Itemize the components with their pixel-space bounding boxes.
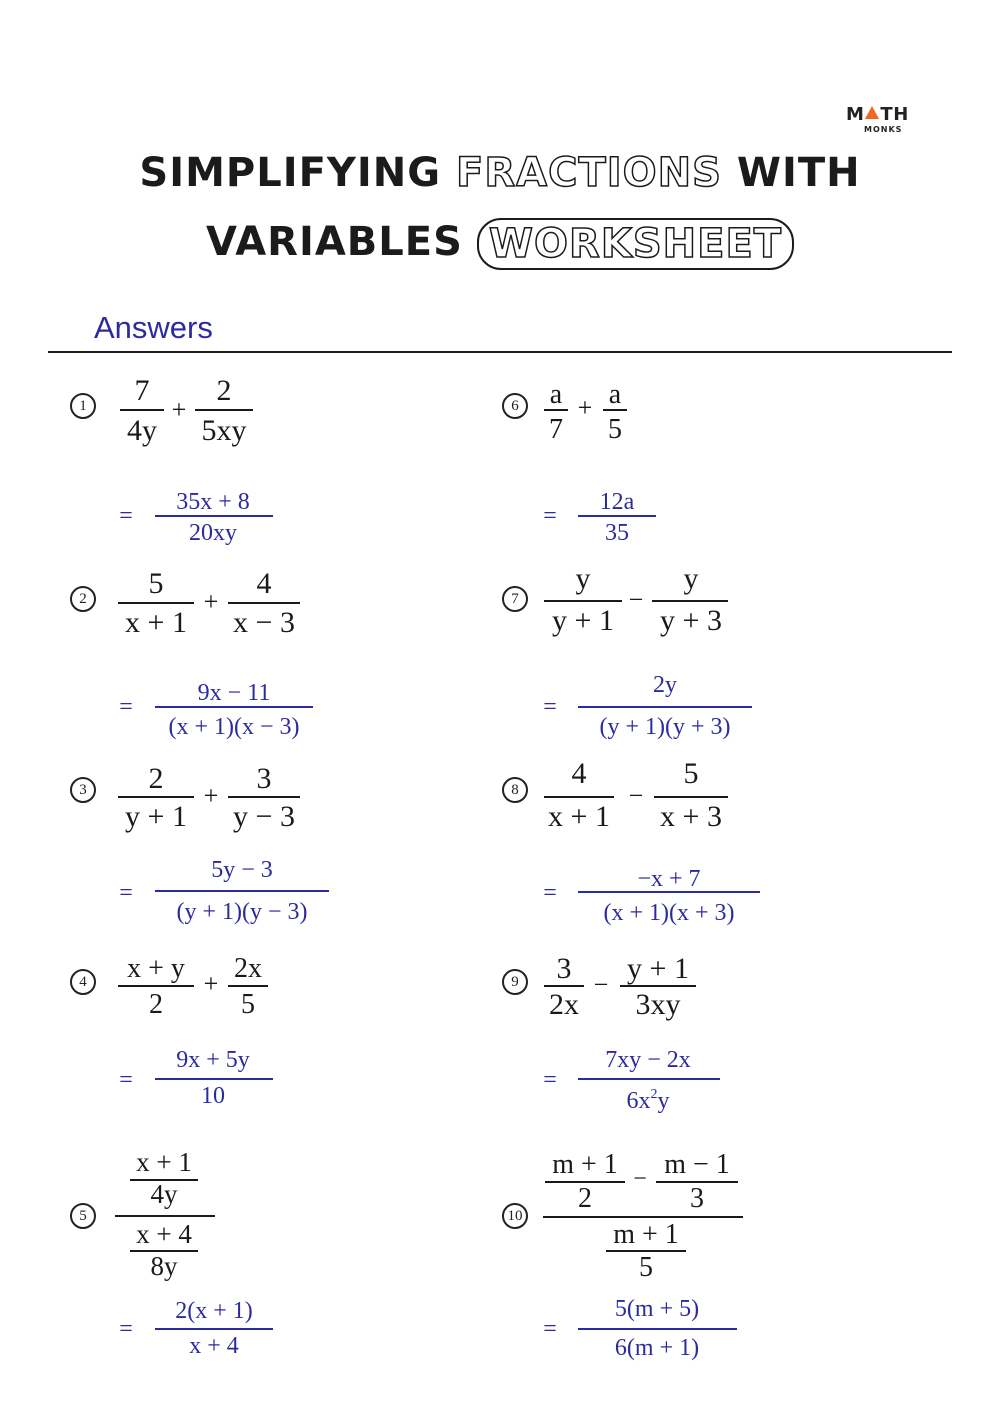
p6-answer-numerator: 12a [599,489,635,515]
p4-equals: = [119,1067,133,1093]
p5-equals: = [119,1316,133,1342]
p9-denominator-1: 2x [549,988,579,1021]
problem-number-3: 3 [70,777,96,803]
p6-denominator-1: 7 [549,414,563,445]
p10-lower-numerator: m + 1 [613,1219,679,1250]
problem-4-question [118,953,268,1020]
p10-operator: − [633,1166,647,1192]
p3-denominator-1: y + 1 [125,800,187,833]
p7-denominator-2: y + 3 [660,604,722,637]
problem-7-question [544,562,728,637]
problem-9-question [544,952,696,1021]
p7-operator: − [628,585,644,614]
p8-equals: = [543,880,557,906]
logo-subtext: MONKS [864,125,903,134]
p1-denominator-1: 4y [127,414,157,447]
p2-answer-denominator: (x + 1)(x − 3) [168,714,300,740]
p1-operator: + [171,395,187,424]
p3-numerator-1: 2 [148,762,164,795]
problem-number-6: 6 [502,393,528,419]
p8-denominator-2: x + 3 [660,800,722,833]
p4-numerator-2: 2x [234,953,262,984]
p9-answer-numerator: 7xy − 2x [605,1047,691,1073]
p8-denominator-1: x + 1 [548,800,610,833]
p10-answer-denominator: 6(m + 1) [614,1335,700,1361]
problem-10-answer [543,1296,737,1361]
p10-numerator-1: m + 1 [552,1149,618,1180]
problem-number-1: 1 [70,393,96,419]
problem-2-question [118,567,300,639]
p8-answer-denominator: (x + 1)(x + 3) [603,900,735,926]
title-word-simplifying: SIMPLIFYING [139,150,442,196]
p1-answer-numerator: 35x + 8 [176,489,250,515]
p3-denominator-2: y − 3 [233,800,295,833]
p4-answer-numerator: 9x + 5y [176,1047,250,1073]
p1-denominator-2: 5xy [201,414,247,447]
p3-answer-denominator: (y + 1)(y − 3) [176,899,308,925]
problem-8-answer [543,866,760,926]
p9-operator: − [593,970,609,999]
p6-equals: = [543,503,557,529]
p10-numerator-2: m − 1 [664,1149,730,1180]
p3-equals: = [119,880,133,906]
problem-1-question [120,374,253,447]
problem-9-answer [543,1047,720,1114]
p9-denominator-2: 3xy [635,988,681,1021]
problem-1-answer [119,489,273,546]
p8-operator: − [628,781,644,810]
p5-top-numerator: x + 1 [136,1147,192,1177]
p2-operator: + [203,587,219,616]
p9-equals: = [543,1067,557,1093]
problem-6-question [544,379,627,445]
problem-7-answer [543,672,752,740]
p5-answer-denominator: x + 4 [189,1333,239,1359]
problem-number-8: 8 [502,777,528,803]
problem-5-question [115,1147,215,1281]
problem-3-question [118,762,300,833]
problem-6-answer [543,489,656,546]
problem-8-question [544,757,728,833]
p1-numerator-1: 7 [134,374,150,407]
p6-operator: + [577,393,593,422]
p7-numerator-1: y [575,562,591,595]
p10-lower-denominator: 5 [639,1252,653,1283]
p9-numerator-1: 3 [556,952,572,985]
p8-numerator-1: 4 [571,757,587,790]
p2-numerator-1: 5 [148,567,164,600]
p6-numerator-2: a [608,379,622,410]
p2-denominator-1: x + 1 [125,606,187,639]
problem-4-answer [119,1047,273,1109]
logo-text-left: M [846,104,865,125]
p4-denominator-2: 5 [241,989,255,1020]
problem-number-5: 5 [70,1203,96,1229]
title-word-fractions: FRACTIONS [456,150,722,196]
problem-3-answer [119,857,329,925]
p10-answer-numerator: 5(m + 5) [614,1296,700,1322]
p9-numerator-2: y + 1 [627,952,689,985]
p10-denominator-1: 2 [578,1183,592,1214]
p2-equals: = [119,694,133,720]
problem-number-9: 9 [502,969,528,995]
p10-denominator-2: 3 [690,1183,704,1214]
p7-numerator-2: y [683,562,699,595]
p5-bottom-numerator: x + 4 [136,1219,192,1249]
section-label: Answers [94,310,213,345]
p6-numerator-1: a [549,379,563,410]
p3-operator: + [203,781,219,810]
problem-number-4: 4 [70,969,96,995]
problem-number-7: 7 [502,586,528,612]
p5-top-denominator: 4y [150,1179,178,1209]
p4-numerator-1: x + y [127,953,185,984]
p3-numerator-2: 3 [256,762,272,795]
problem-number-2: 2 [70,586,96,612]
p4-answer-denominator: 10 [201,1083,225,1109]
problem-2-answer [119,680,313,740]
p1-numerator-2: 2 [216,374,232,407]
p4-operator: + [203,969,219,998]
p7-answer-denominator: (y + 1)(y + 3) [599,714,731,740]
problem-number-10: 10 [502,1203,528,1229]
p1-answer-denominator: 20xy [189,520,237,546]
p7-equals: = [543,694,557,720]
p1-equals: = [119,503,133,529]
p2-answer-numerator: 9x − 11 [197,680,271,706]
p6-denominator-2: 5 [608,414,622,445]
p8-answer-numerator: −x + 7 [637,866,701,892]
p7-answer-numerator: 2y [653,672,677,698]
p5-bottom-denominator: 8y [150,1251,178,1281]
p5-answer-numerator: 2(x + 1) [175,1298,253,1324]
p9-answer-denominator: $6x^2y$ [626,1087,670,1114]
p10-equals: = [543,1316,557,1342]
p2-numerator-2: 4 [256,567,272,600]
title-word-with: WITH [736,150,861,196]
problem-5-answer [119,1298,273,1359]
p7-denominator-1: y + 1 [552,604,614,637]
p8-numerator-2: 5 [683,757,699,790]
p4-denominator-1: 2 [149,989,163,1020]
logo-text-right: TH [880,104,909,125]
problem-10-question [543,1149,743,1283]
title-word-variables: VARIABLES [205,219,463,265]
p2-denominator-2: x − 3 [233,606,295,639]
p3-answer-numerator: 5y − 3 [211,857,273,883]
title-word-worksheet: WORKSHEET [488,221,783,267]
p6-answer-denominator: 35 [605,520,629,546]
